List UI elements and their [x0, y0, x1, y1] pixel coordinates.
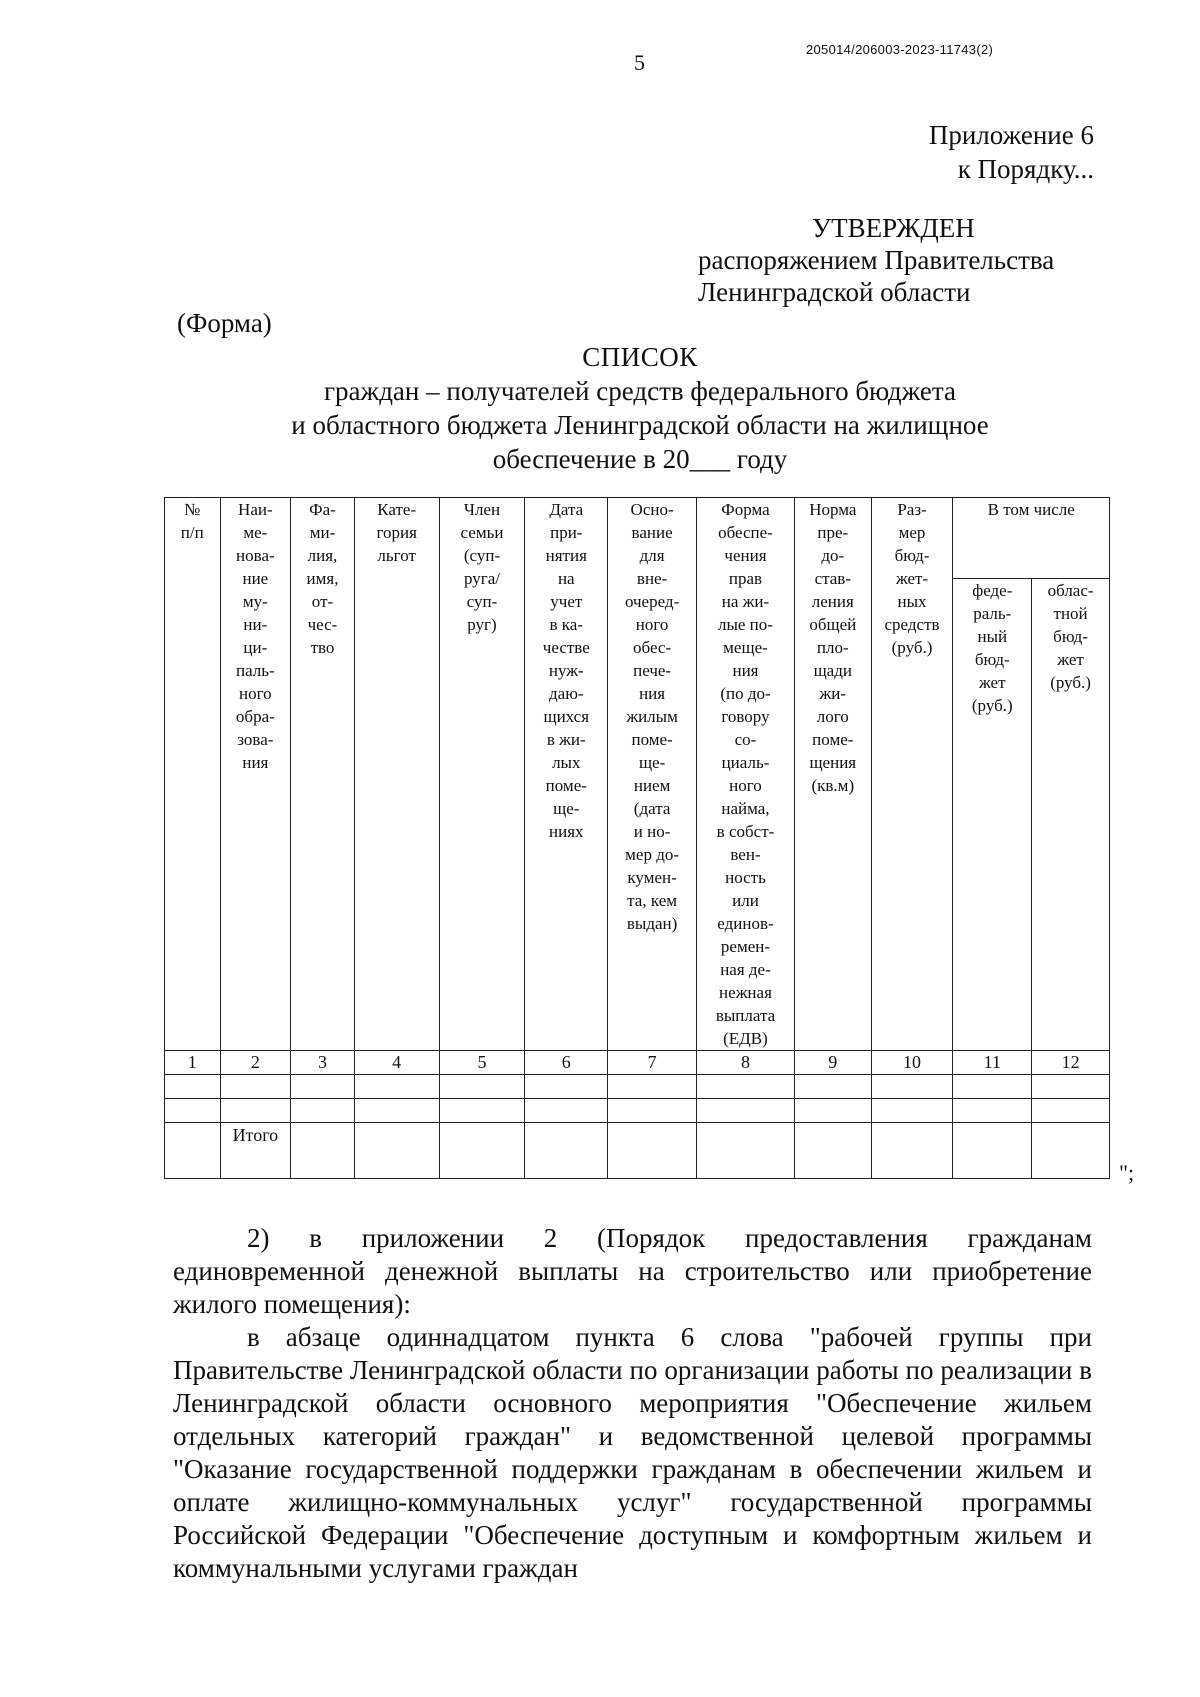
column-number: 10 — [871, 1051, 953, 1075]
list-title — [140, 340, 1140, 476]
total-label: Итого — [220, 1123, 291, 1179]
column-number: 4 — [354, 1051, 439, 1075]
body-paragraph-2: в абзаце одиннадцатом пункта 6 слова "рабочей группы при Правительстве Ленинградской области по организации работы по реализации в Ленинградской области основного мероприятия "Обеспечение жильем отдельных категорий граждан" и ведомственной целевой программы "Оказание государственной поддержки гражданам в обеспечении жильем и оплате жилищно-коммунальных услуг" государственной программы Российской Федерации "Обеспечение доступным и комфортным жильем и коммунальными услугами граждан — [173, 1322, 1092, 1583]
column-number: 2 — [220, 1051, 291, 1075]
header-cell-number: № п/п — [165, 498, 221, 1051]
column-number: 5 — [439, 1051, 525, 1075]
header-row — [165, 498, 1110, 579]
header-cell-provision-form: Форма обеспе- чения прав на жи- лые по- меще- ния (по до- говору со- циаль- ного найма, в собст- вен- ность или единов- ремен- ная де- нежная выплата (ЕДВ) — [697, 498, 795, 1051]
approved-line-1: распоряжением Правительства — [698, 245, 1055, 275]
header-cell-area-norm: Норма пре- до- став- ления общей пло- щади жи- лого поме- щения (кв.м) — [794, 498, 871, 1051]
column-number: 1 — [165, 1051, 221, 1075]
column-number: 3 — [291, 1051, 355, 1075]
column-number-row — [165, 1051, 1110, 1075]
header-cell-including: В том числе — [953, 498, 1110, 579]
recipients-table — [164, 497, 1110, 1179]
header-cell-municipality: Наи- ме- нова- ние му- ни- ци- паль- ного обра- зова- ния — [220, 498, 291, 1051]
column-number: 12 — [1032, 1051, 1110, 1075]
header-cell-basis: Осно- вание для вне- очеред- ного обес- пече- ния жилым поме- ще- нием (дата и но- мер до- кумен- та, кем выдан) — [608, 498, 697, 1051]
table-row-total — [165, 1123, 1110, 1179]
annex-block — [929, 118, 1094, 186]
header-cell-family-member: Член семьи (суп- руга/ суп- руг) — [439, 498, 525, 1051]
column-number: 11 — [953, 1051, 1032, 1075]
annex-line-2: к Порядку... — [957, 154, 1094, 184]
list-title-heading: СПИСОК — [582, 342, 698, 372]
list-title-line-4: обеспечение в 20___ году — [492, 444, 788, 474]
header-cell-federal-budget: феде- раль- ный бюд- жет (руб.) — [953, 579, 1032, 1051]
column-number: 6 — [525, 1051, 608, 1075]
approved-line-2: Ленинградской области — [698, 277, 971, 307]
annex-line-1: Приложение 6 — [928, 120, 1094, 150]
header-cell-regional-budget: облас- тной бюд- жет (руб.) — [1032, 579, 1110, 1051]
form-label: (Форма) — [177, 308, 272, 338]
table-row-empty — [165, 1075, 1110, 1099]
column-number: 7 — [608, 1051, 697, 1075]
header-cell-category: Кате- гория льгот — [354, 498, 439, 1051]
list-title-line-2: граждан – получателей средств федерального бюджета — [323, 376, 956, 406]
header-cell-budget-amount: Раз- мер бюд- жет- ных средств (руб.) — [871, 498, 953, 1051]
header-cell-registration-date: Дата при- нятия на учет в ка- честве нуж- даю- щихся в жи- лых поме- ще- ниях — [525, 498, 608, 1051]
page-number: 5 — [634, 50, 645, 75]
header-cell-full-name: Фа- ми- лия, имя, от- чес- тво — [291, 498, 355, 1051]
list-title-line-3: и областного бюджета Ленинградской области на жилищное — [291, 410, 989, 440]
approval-stamp-text — [698, 212, 1054, 308]
body-paragraph-1: 2) в приложении 2 (Порядок предоставления гражданам единовременной денежной выплаты на строительство или приобретение жилого помещения): — [173, 1223, 1092, 1319]
closing-quote: "; — [1119, 1160, 1135, 1185]
document-code: 205014/206003-2023-11743(2) — [806, 42, 994, 57]
approved-title: УТВЕРЖДЕН — [812, 213, 975, 243]
column-number: 9 — [794, 1051, 871, 1075]
table-row-empty — [165, 1099, 1110, 1123]
body-text — [173, 1222, 1092, 1585]
column-number: 8 — [697, 1051, 795, 1075]
